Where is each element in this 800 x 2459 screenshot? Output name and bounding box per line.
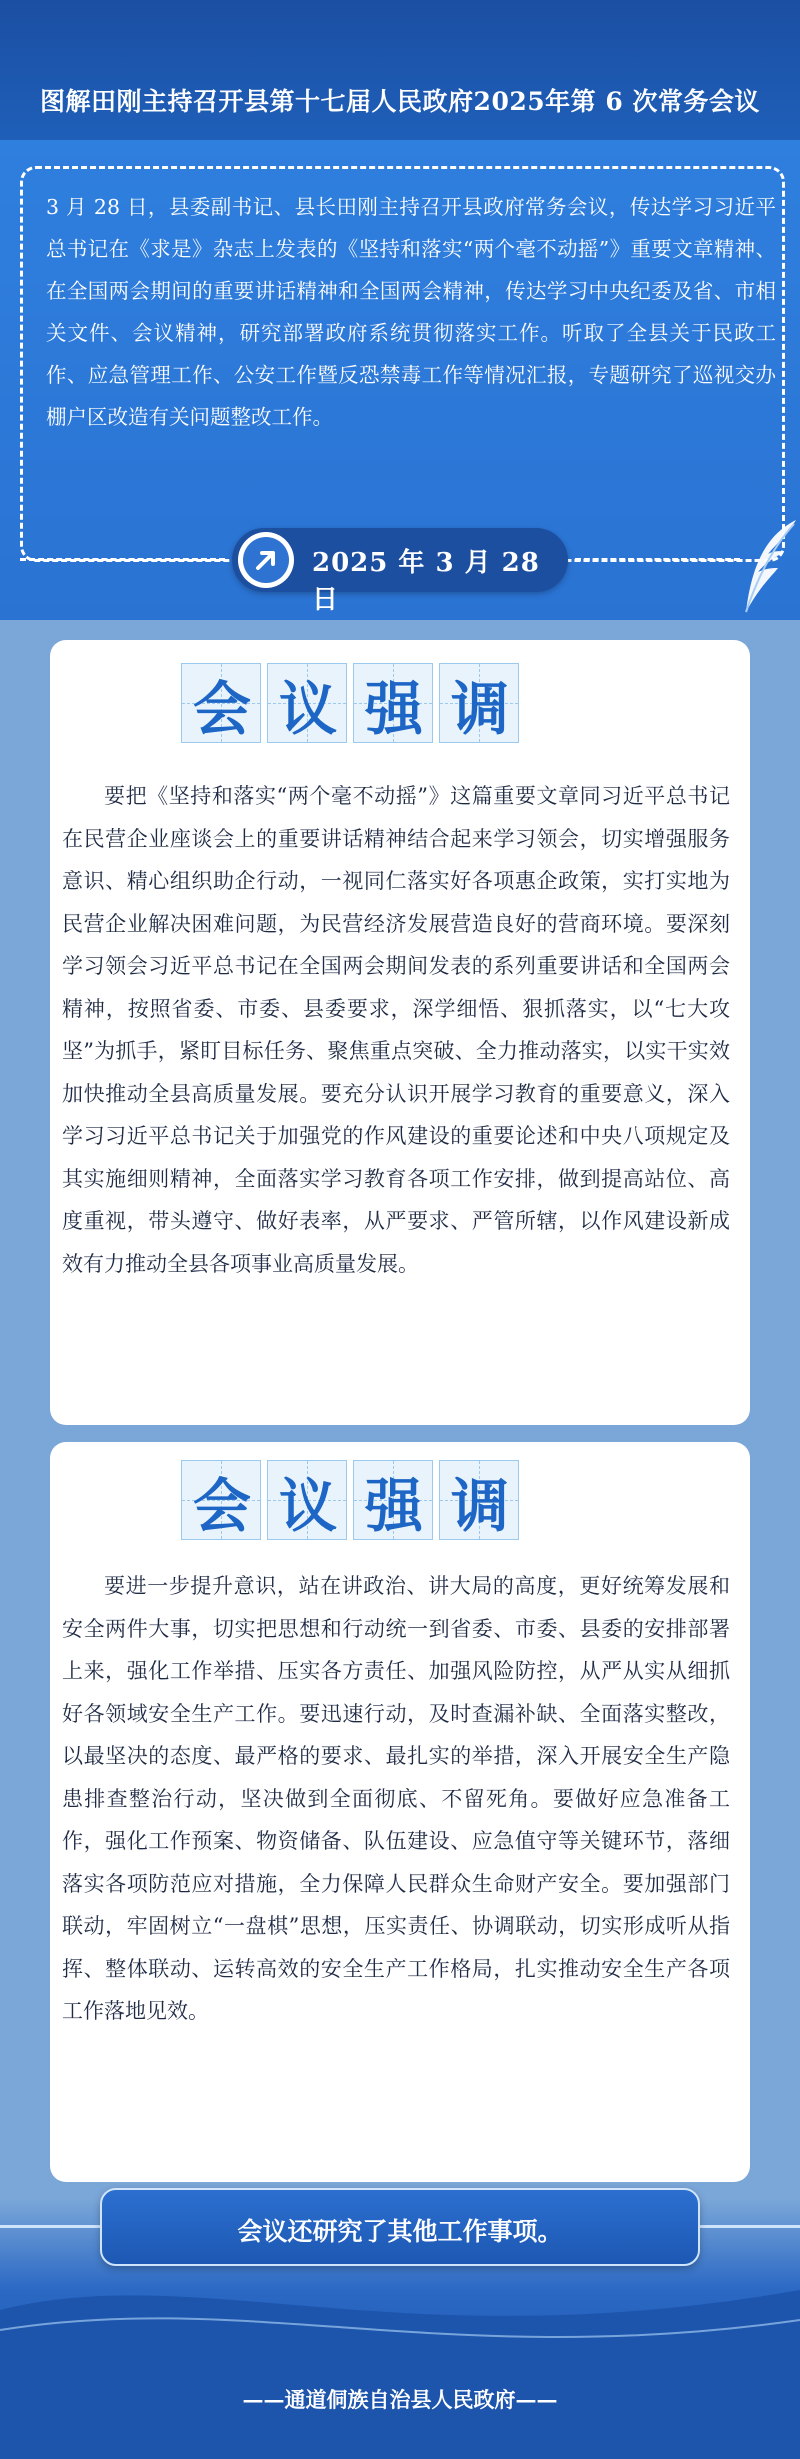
title-char: 强 (364, 675, 423, 743)
title-cell (353, 663, 433, 743)
arrow-up-right-icon (238, 532, 294, 588)
title-char: 调 (450, 1472, 509, 1540)
title-char: 议 (278, 675, 337, 743)
wave-decoration (0, 2250, 800, 2459)
page-title: 图解田刚主持召开县第十七届人民政府2025年第 6 次常务会议 (40, 87, 760, 116)
footer-publisher: ——通道侗族自治县人民政府—— (242, 2387, 558, 2412)
summary-line-left (0, 2225, 100, 2228)
intro-summary-text: 3 月 28 日，县委副书记、县长田刚主持召开县政府常务会议，传达学习习近平总书记在《求是》杂志上发表的《坚持和落实“两个毫不动摇”》重要文章精神、在全国两会期间的重要讲话精神和全国两会精神，传达学习中央纪委及省、市相关文件、会议精神，研究部署政府系统贯彻落实工作。听取了全县关于民政工作、应急管理工作、公安工作暨反恐禁毒工作等情况汇报，专题研究了巡视交办棚户区改造有关问题整改工作。 (46, 195, 776, 429)
title-cell (181, 1460, 261, 1540)
card-1-title (175, 663, 525, 749)
meeting-date: 2025 年 3 月 28 日 (312, 548, 540, 615)
title-cell (267, 1460, 347, 1540)
title-char: 会 (192, 675, 251, 743)
title-char: 会 (192, 1472, 251, 1540)
card-2-title (175, 1460, 525, 1546)
title-char: 调 (450, 675, 509, 743)
summary-line-right (700, 2225, 800, 2228)
title-cell (439, 663, 519, 743)
title-char: 议 (278, 1472, 337, 1540)
feather-quill-icon (738, 516, 800, 620)
summary-text: 会议还研究了其他工作事项。 (237, 2217, 563, 2246)
title-cell (181, 663, 261, 743)
title-char: 强 (364, 1472, 423, 1540)
intro-frame-bottom-right (575, 558, 740, 561)
title-cell (353, 1460, 433, 1540)
title-cell (439, 1460, 519, 1540)
card-2-body: 要进一步提升意识，站在讲政治、讲大局的高度，更好统筹发展和安全两件大事，切实把思想和行动统一到省委、市委、县委的安排部署上来，强化工作举措、压实各方责任、加强风险防控，从严从实从细抓好各领域安全生产工作。要迅速行动，及时查漏补缺、全面落实整改，以最坚决的态度、最严格的要求、最扎实的举措，深入开展安全生产隐患排查整治行动，坚决做到全面彻底、不留死角。要做好应急准备工作，强化工作预案、物资储备、队伍建设、应急值守等关键环节，落细落实各项防范应对措施，全力保障人民群众生命财产安全。要加强部门联动，牢固树立“一盘棋”思想，压实责任、协调联动，切实形成听从指挥、整体联动、运转高效的安全生产工作格局，扎实推动安全生产各项工作落地见效。 (62, 1574, 730, 2023)
date-badge (232, 528, 568, 615)
card-1-body: 要把《坚持和落实“两个毫不动摇”》这篇重要文章同习近平总书记在民营企业座谈会上的重要讲话精神结合起来学习领会，切实增强服务意识、精心组织助企行动，一视同仁落实好各项惠企政策，实打实地为民营企业解决困难问题，为民营经济发展营造良好的营商环境。要深刻学习领会习近平总书记在全国两会期间发表的系列重要讲话和全国两会精神，按照省委、市委、县委要求，深学细悟、狠抓落实，以“七大攻坚”为抓手，紧盯目标任务、聚焦重点突破、全力推动落实，以实干实效加快推动全县高质量发展。要充分认识开展学习教育的重要意义，深入学习习近平总书记关于加强党的作风建设的重要论述和中央八项规定及其实施细则精神，全面落实学习教育各项工作安排，做到提高站位、高度重视，带头遵守、做好表率，从严要求、严管所辖，以作风建设新成效有力推动全县各项事业高质量发展。 (62, 784, 730, 1276)
title-cell (267, 663, 347, 743)
intro-frame-bottom-left (20, 558, 225, 561)
summary-banner (100, 2188, 700, 2266)
header-banner (0, 0, 800, 140)
